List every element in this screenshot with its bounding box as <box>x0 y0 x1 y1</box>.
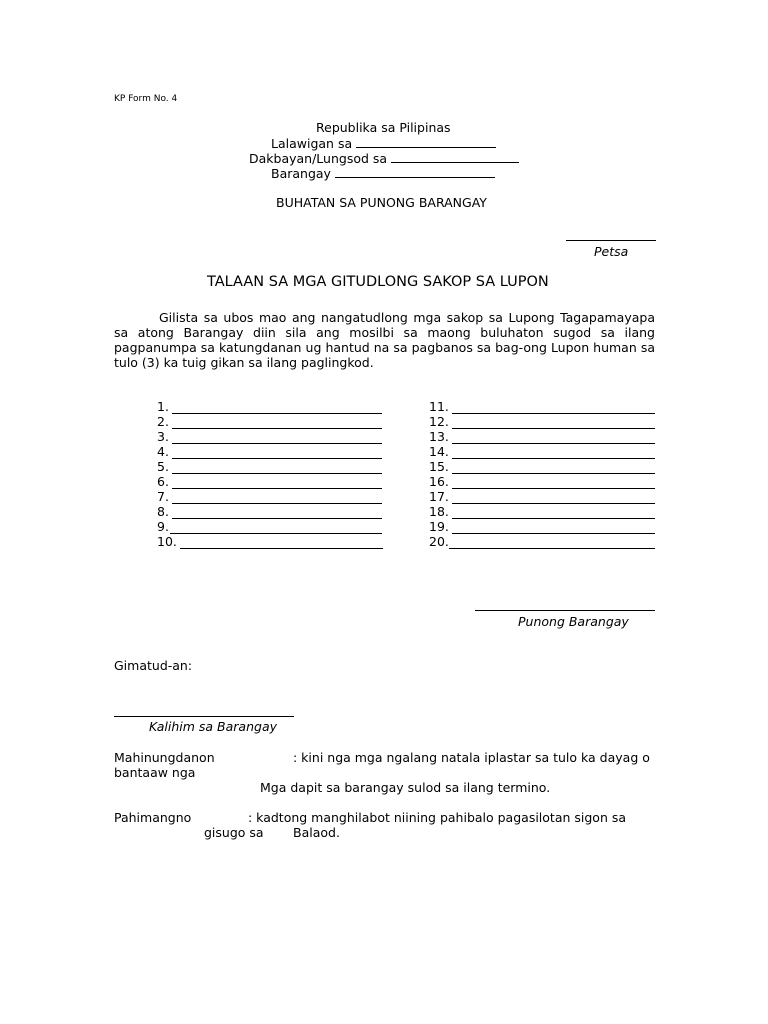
important-text-line1: : kini nga mga ngalang natala iplastar sa tulo ka dayag o <box>293 750 650 765</box>
member-name-blank[interactable] <box>180 537 383 549</box>
list-number: 15. <box>429 459 449 474</box>
list-number: 16. <box>429 474 449 489</box>
list-number: 4. <box>157 444 169 459</box>
note-label: Pahimangno <box>114 810 192 825</box>
member-name-blank[interactable] <box>452 477 655 489</box>
list-item <box>429 504 655 519</box>
republic-heading: Republika sa Pilipinas <box>316 120 451 135</box>
list-number: 17. <box>429 489 449 504</box>
punong-barangay-label: Punong Barangay <box>518 614 629 629</box>
member-name-blank[interactable] <box>172 477 382 489</box>
barangay-blank[interactable] <box>335 165 495 178</box>
list-number: 13. <box>429 429 449 444</box>
list-item <box>429 399 655 414</box>
list-number: 18. <box>429 504 449 519</box>
province-field <box>271 135 496 151</box>
list-number: 19. <box>429 519 449 534</box>
member-name-blank[interactable] <box>170 522 382 534</box>
list-number: 5. <box>157 459 169 474</box>
city-blank[interactable] <box>391 150 519 163</box>
member-name-blank[interactable] <box>172 462 382 474</box>
list-item <box>157 414 383 429</box>
list-item <box>429 414 655 429</box>
member-name-blank[interactable] <box>172 402 382 414</box>
list-number: 7. <box>157 489 169 504</box>
member-name-blank[interactable] <box>172 447 382 459</box>
member-list-left <box>157 399 383 549</box>
note-text-line2a: gisugo sa <box>204 825 264 840</box>
member-name-blank[interactable] <box>172 492 382 504</box>
barangay-label: Barangay <box>271 166 331 181</box>
date-blank[interactable] <box>566 240 656 241</box>
barangay-field <box>271 165 495 181</box>
form-number: KP Form No. 4 <box>114 94 178 104</box>
list-item <box>429 489 655 504</box>
member-name-blank[interactable] <box>452 462 655 474</box>
list-number: 1. <box>157 399 169 414</box>
note-text-line1: : kadtong manghilabot niining pahibalo pagasilotan sigon sa <box>248 810 627 825</box>
province-blank[interactable] <box>356 135 496 148</box>
list-number: 20. <box>429 534 449 549</box>
list-item <box>157 399 383 414</box>
member-name-blank[interactable] <box>452 522 655 534</box>
member-name-blank[interactable] <box>452 492 655 504</box>
province-label: Lalawigan sa <box>271 136 353 151</box>
list-item <box>429 519 655 534</box>
list-item <box>157 459 383 474</box>
important-text-line3: Mga dapit sa barangay sulod sa ilang termino. <box>260 780 551 795</box>
list-number: 9. <box>157 519 169 534</box>
body-paragraph: Gilista sa ubos mao ang nangatudlong mga sakop sa Lupong Tagapamayapa sa atong Barangay diin sila ang mosilbi sa maong buluhaton sugod sa ilang pagpanumpa sa katungdanan ug hantud na sa pagbanos sa bag-ong Lupon human sa tulo (3) ka tuig gikan sa ilang paglingkod. <box>114 310 655 370</box>
list-item <box>157 474 383 489</box>
list-item <box>429 459 655 474</box>
note-text-line2b: Balaod. <box>293 825 340 840</box>
member-name-blank[interactable] <box>449 537 655 549</box>
list-number: 12. <box>429 414 449 429</box>
list-number: 10. <box>157 534 177 549</box>
list-number: 11. <box>429 399 449 414</box>
member-name-blank[interactable] <box>452 402 655 414</box>
member-name-blank[interactable] <box>452 417 655 429</box>
list-item <box>429 444 655 459</box>
list-number: 2. <box>157 414 169 429</box>
list-item <box>157 534 383 549</box>
city-field <box>249 150 519 166</box>
list-item <box>157 444 383 459</box>
list-number: 6. <box>157 474 169 489</box>
punong-barangay-signature-line[interactable] <box>475 610 655 611</box>
date-label: Petsa <box>594 244 629 259</box>
member-name-blank[interactable] <box>172 507 382 519</box>
list-item <box>157 429 383 444</box>
secretary-label: Kalihim sa Barangay <box>149 719 277 734</box>
important-label: Mahinungdanon <box>114 750 215 765</box>
member-name-blank[interactable] <box>452 507 655 519</box>
member-name-blank[interactable] <box>172 432 382 444</box>
list-item <box>429 429 655 444</box>
member-name-blank[interactable] <box>172 417 382 429</box>
list-number: 14. <box>429 444 449 459</box>
list-item <box>157 504 383 519</box>
member-name-blank[interactable] <box>452 432 655 444</box>
page-title: TALAAN SA MGA GITUDLONG SAKOP SA LUPON <box>207 274 549 290</box>
member-list-right <box>429 399 655 549</box>
list-number: 8. <box>157 504 169 519</box>
office-heading: BUHATAN SA PUNONG BARANGAY <box>276 195 487 210</box>
city-label: Dakbayan/Lungsod sa <box>249 151 388 166</box>
list-item <box>157 519 383 534</box>
list-item <box>429 474 655 489</box>
list-item <box>157 489 383 504</box>
list-number: 3. <box>157 429 169 444</box>
secretary-signature-line[interactable] <box>114 716 294 717</box>
member-name-blank[interactable] <box>452 447 655 459</box>
list-item <box>429 534 655 549</box>
important-text-line2: bantaaw nga <box>114 765 196 780</box>
attest-label: Gimatud-an: <box>114 658 193 673</box>
